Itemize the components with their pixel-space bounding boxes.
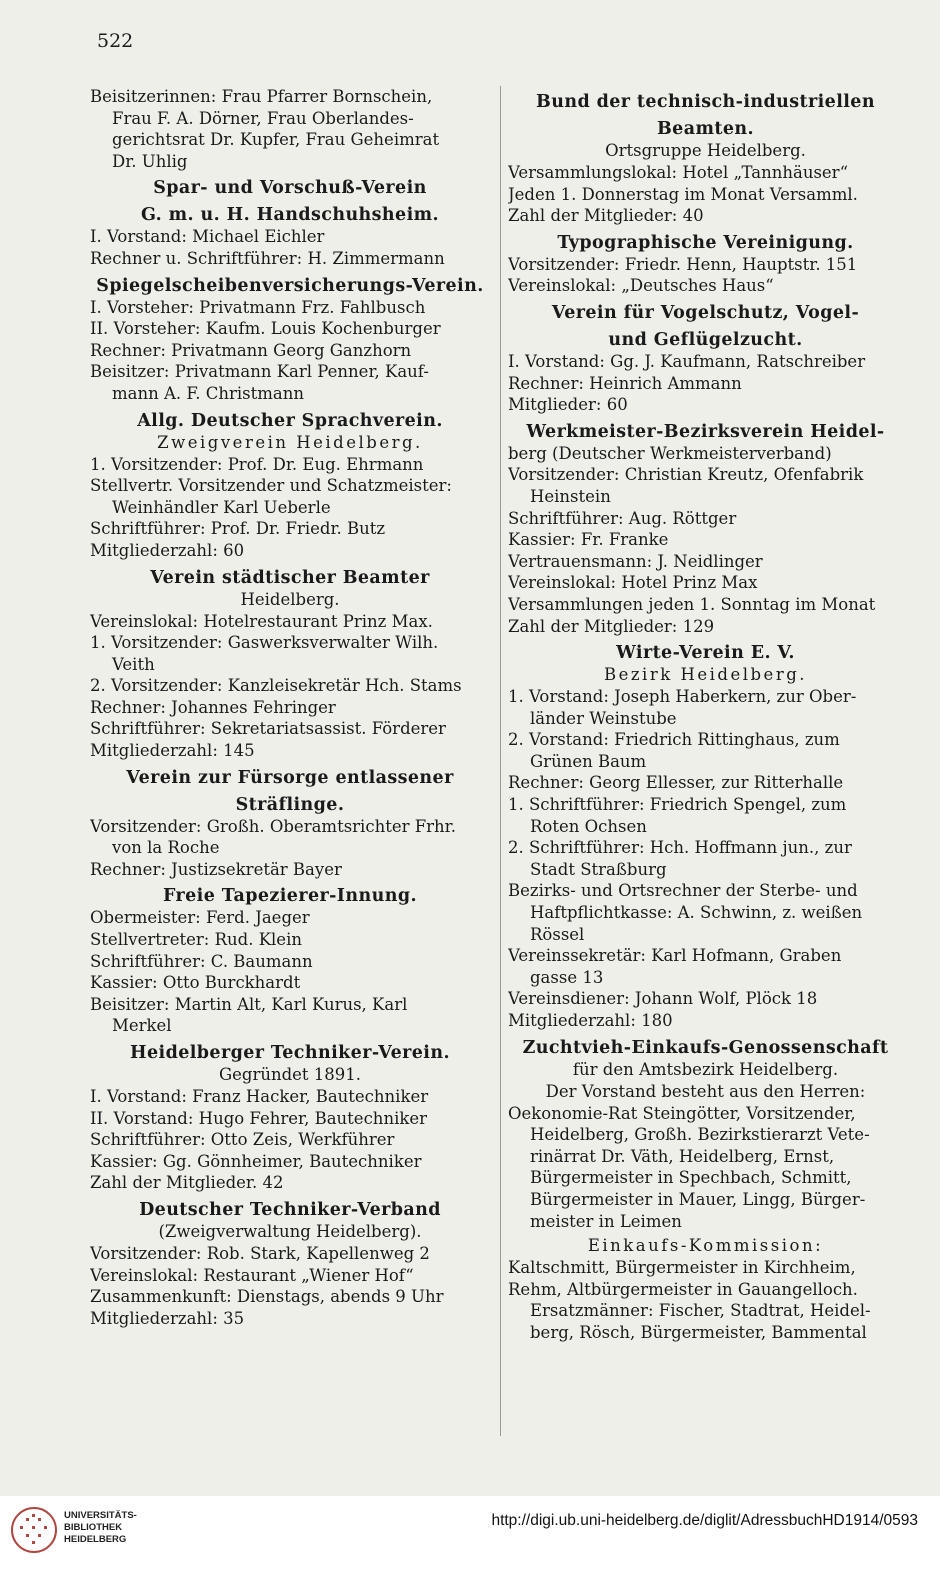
entry-line: I. Vorstand: Franz Hacker, Bautechniker: [90, 1087, 429, 1106]
entry-heading: Spar- und Vorschuß-Verein: [153, 178, 427, 199]
entry-line: Rechner: Justizsekretär Bayer: [90, 859, 342, 879]
entry-line: Vorsitzender: Friedr. Henn, Hauptstr. 151: [508, 254, 858, 274]
entry-subheading: Einkaufs-Kommission:: [587, 1236, 824, 1256]
entry-line: 1. Vorsitzender: Gaswerksverwalter Wilh.: [90, 633, 439, 653]
entry-line: Kaltschmitt, Bürgermeister in Kirchheim,: [508, 1258, 856, 1278]
entry-subheading: für den Amtsbezirk Heidelberg.: [572, 1059, 839, 1079]
library-name-line: BIBLIOTHEK: [64, 1522, 123, 1533]
library-name-line: UNIVERSITÄTS-: [64, 1510, 137, 1521]
entry-line: meister in Leimen: [530, 1211, 682, 1231]
entry-line: Zusammenkunft: Dienstags, abends 9 Uhr: [90, 1287, 444, 1307]
entry-line: berg, Rösch, Bürgermeister, Bammental: [530, 1322, 867, 1342]
directory-entry: [90, 567, 490, 762]
entry-line: Mitgliederzahl: 145: [90, 741, 255, 761]
entry-subheading: Bezirk Heidelberg.: [603, 665, 808, 685]
entry-heading: und Geflügelzucht.: [608, 329, 803, 350]
entry-line: Zahl der Mitglieder. 42: [90, 1173, 284, 1193]
entry-line: 1. Vorstand: Joseph Haberkern, zur Ober-: [508, 687, 857, 707]
entry-line: Vorsitzender: Rob. Stark, Kapellenweg 2: [90, 1243, 430, 1263]
directory-entry: [508, 232, 903, 297]
entry-line: Haftpflichtkasse: A. Schwinn, z. weißen: [530, 903, 863, 923]
directory-entry: [90, 885, 490, 1037]
entry-line: 1. Vorsitzender: Prof. Dr. Eug. Ehrmann: [90, 454, 424, 474]
entry-line: Vereinslokal: „Deutsches Haus“: [508, 276, 774, 296]
entry-subheading: Zweigverein Heidelberg.: [157, 432, 423, 452]
source-url-link[interactable]: http://digi.ub.uni-heidelberg.de/diglit/AdressbuchHD1914/0593: [491, 1512, 918, 1529]
footer: [0, 1496, 940, 1589]
entry-line: Kassier: Gg. Gönnheimer, Bautechniker: [90, 1151, 422, 1171]
entry-heading: Beamten.: [656, 119, 754, 139]
directory-entry: [508, 1235, 903, 1343]
entry-line: Schriftführer: C. Baumann: [90, 951, 313, 971]
directory-entry: [508, 642, 903, 1032]
entry-line: Rechner: Privatmann Georg Ganzhorn: [90, 340, 412, 360]
entry-subheading: (Zweigverwaltung Heidelberg).: [158, 1221, 422, 1241]
entry-line: gerichtsrat Dr. Kupfer, Frau Geheimrat: [112, 130, 440, 150]
entry-line: berg (Deutscher Werkmeisterverband): [508, 443, 832, 463]
left-column: [90, 86, 490, 1332]
entry-line: Obermeister: Ferd. Jaeger: [90, 908, 310, 928]
entry-subheading: Ortsgruppe Heidelberg.: [605, 141, 806, 160]
library-name: [64, 1510, 137, 1546]
directory-entry: [508, 1037, 903, 1233]
entry-line: Dr. Uhlig: [112, 151, 188, 171]
directory-entry: [90, 410, 490, 562]
entry-heading: Verein städtischer Beamter: [150, 567, 430, 588]
page-number: 522: [97, 30, 134, 52]
entry-line: Bezirks- und Ortsrechner der Sterbe- und: [508, 881, 858, 901]
entry-line: Mitgliederzahl: 60: [90, 540, 245, 560]
directory-entry: [90, 275, 490, 405]
entry-heading: Bund der technisch-industriellen: [536, 92, 875, 112]
entry-line: Schriftführer: Aug. Röttger: [508, 508, 737, 528]
entry-line: Roten Ochsen: [530, 816, 647, 836]
library-name-line: HEIDELBERG: [64, 1534, 127, 1545]
entry-line: Kassier: Fr. Franke: [508, 530, 669, 550]
entry-line: 2. Schriftführer: Hch. Hoffmann jun., zur: [508, 838, 852, 858]
entry-line: I. Vorstand: Michael Eichler: [90, 227, 325, 247]
entry-heading: Werkmeister-Bezirksverein Heidel-: [526, 421, 885, 442]
entry-subheading: Gegründet 1891.: [218, 1065, 362, 1084]
entry-heading: G. m. u. H. Handschuhsheim.: [140, 205, 440, 226]
directory-entry: [508, 302, 903, 416]
entry-heading: Sträflinge.: [235, 794, 345, 815]
entry-line: Heinstein: [530, 486, 611, 506]
entry-line: Mitglieder: 60: [508, 395, 628, 415]
entry-line: Mitgliederzahl: 35: [90, 1308, 245, 1328]
entry-line: Veith: [112, 654, 155, 674]
entry-line: Beisitzer: Privatmann Karl Penner, Kauf-: [90, 362, 429, 382]
directory-entry: [90, 177, 490, 269]
entry-line: Beisitzer: Martin Alt, Karl Kurus, Karl: [90, 994, 408, 1014]
entry-heading: Verein für Vogelschutz, Vogel-: [551, 302, 860, 323]
entry-line: Vereinslokal: Hotelrestaurant Prinz Max.: [90, 611, 433, 631]
entry-line: Stadt Straßburg: [530, 859, 667, 879]
entry-line: Stellvertr. Vorsitzender und Schatzmeister:: [90, 476, 452, 496]
entry-line: Vereinssekretär: Karl Hofmann, Graben: [508, 946, 842, 966]
entry-line: 2. Vorstand: Friedrich Rittinghaus, zum: [508, 730, 840, 750]
entry-line: Oekonomie-Rat Steingötter, Vorsitzender,: [508, 1103, 856, 1123]
entry-line: Rössel: [530, 924, 585, 944]
entry-line: Zahl der Mitglieder: 129: [508, 616, 715, 636]
entry-line: Mitgliederzahl: 180: [508, 1011, 673, 1030]
directory-entry: [90, 1199, 490, 1329]
entry-line: Bürgermeister in Spechbach, Schmitt,: [530, 1168, 852, 1188]
entry-line: Vereinslokal: Hotel Prinz Max: [508, 573, 758, 593]
directory-entry: [90, 86, 490, 172]
entry-heading: Wirte-Verein E. V.: [616, 643, 795, 664]
entry-line: Vertrauensmann: J. Neidlinger: [508, 551, 763, 571]
entry-line: länder Weinstube: [530, 708, 677, 728]
directory-entry: [508, 421, 903, 637]
entry-line: Vereinsdiener: Johann Wolf, Plöck 18: [508, 989, 818, 1009]
entry-line: Bürgermeister in Mauer, Lingg, Bürger-: [530, 1189, 866, 1209]
entry-line: Rehm, Altbürgermeister in Gauangelloch.: [508, 1279, 858, 1299]
entry-line: Rechner: Heinrich Ammann: [508, 373, 742, 393]
entry-line: rinärrat Dr. Väth, Heidelberg, Ernst,: [530, 1146, 835, 1166]
entry-line: Merkel: [112, 1016, 172, 1036]
entry-line: Rechner: Johannes Fehringer: [90, 697, 336, 717]
entry-line: Versammlungslokal: Hotel „Tannhäuser“: [508, 163, 848, 182]
entry-heading: Allg. Deutscher Sprachverein.: [137, 410, 443, 431]
entry-line: II. Vorsteher: Kaufm. Louis Kochenburger: [90, 319, 441, 339]
entry-line: Vereinslokal: Restaurant „Wiener Hof“: [90, 1265, 414, 1285]
entry-line: Rechner u. Schriftführer: H. Zimmermann: [90, 248, 445, 268]
right-column: [508, 86, 903, 1347]
entry-heading: Zuchtvieh-Einkaufs-Genossenschaft: [522, 1037, 889, 1058]
entry-heading: Verein zur Fürsorge entlassener: [126, 767, 454, 788]
entry-subheading: Der Vorstand besteht aus den Herren:: [545, 1081, 866, 1101]
directory-entry: [90, 767, 490, 881]
entry-line: Vorsitzender: Großh. Oberamtsrichter Frhr.: [90, 816, 457, 836]
entry-line: von la Roche: [112, 838, 220, 858]
entry-heading: Deutscher Techniker-Verband: [139, 1199, 441, 1220]
entry-line: Schriftführer: Prof. Dr. Friedr. Butz: [90, 519, 386, 539]
entry-line: I. Vorsteher: Privatmann Frz. Fahlbusch: [90, 297, 426, 317]
entry-line: gasse 13: [530, 967, 604, 987]
directory-entry: [508, 91, 903, 227]
entry-line: Ersatzmänner: Fischer, Stadtrat, Heidel-: [530, 1301, 871, 1321]
entry-line: Schriftführer: Sekretariatsassist. Förderer: [90, 719, 446, 739]
entry-line: Weinhändler Karl Ueberle: [112, 497, 331, 517]
entry-line: Vorsitzender: Christian Kreutz, Ofenfabrik: [508, 465, 864, 485]
entry-line: Kassier: Otto Burckhardt: [90, 973, 301, 993]
entry-heading: Spiegelscheibenversicherungs-Verein.: [96, 275, 484, 296]
column-divider: [500, 86, 501, 1436]
entry-heading: Typographische Vereinigung.: [557, 232, 854, 253]
entry-line: Beisitzerinnen: Frau Pfarrer Bornschein,: [90, 87, 433, 106]
entry-line: Heidelberg, Großh. Bezirkstierarzt Vete-: [530, 1125, 870, 1145]
entry-line: mann A. F. Christmann: [112, 383, 305, 403]
entry-line: Schriftführer: Otto Zeis, Werkführer: [90, 1130, 395, 1150]
entry-heading: Freie Tapezierer-Innung.: [163, 886, 417, 907]
entry-subheading: Heidelberg.: [240, 589, 340, 609]
entry-line: Zahl der Mitglieder: 40: [508, 206, 704, 226]
entry-line: Frau F. A. Dörner, Frau Oberlandes-: [112, 108, 414, 128]
entry-heading: Heidelberger Techniker-Verein.: [130, 1043, 450, 1063]
entry-line: Grünen Baum: [530, 751, 647, 771]
entry-line: Jeden 1. Donnerstag im Monat Versamml.: [508, 184, 858, 204]
entry-line: Rechner: Georg Ellesser, zur Ritterhalle: [508, 773, 844, 793]
entry-line: Versammlungen jeden 1. Sonntag im Monat: [508, 594, 876, 614]
entry-line: 2. Vorsitzender: Kanzleisekretär Hch. Stams: [90, 676, 462, 696]
university-library-logo-icon: [10, 1506, 58, 1554]
entry-line: I. Vorstand: Gg. J. Kaufmann, Ratschreiber: [508, 351, 866, 371]
directory-entry: [90, 1042, 490, 1194]
entry-line: Stellvertreter: Rud. Klein: [90, 930, 302, 950]
entry-line: 1. Schriftführer: Friedrich Spengel, zum: [508, 795, 847, 815]
entry-line: II. Vorstand: Hugo Fehrer, Bautechniker: [90, 1108, 427, 1128]
